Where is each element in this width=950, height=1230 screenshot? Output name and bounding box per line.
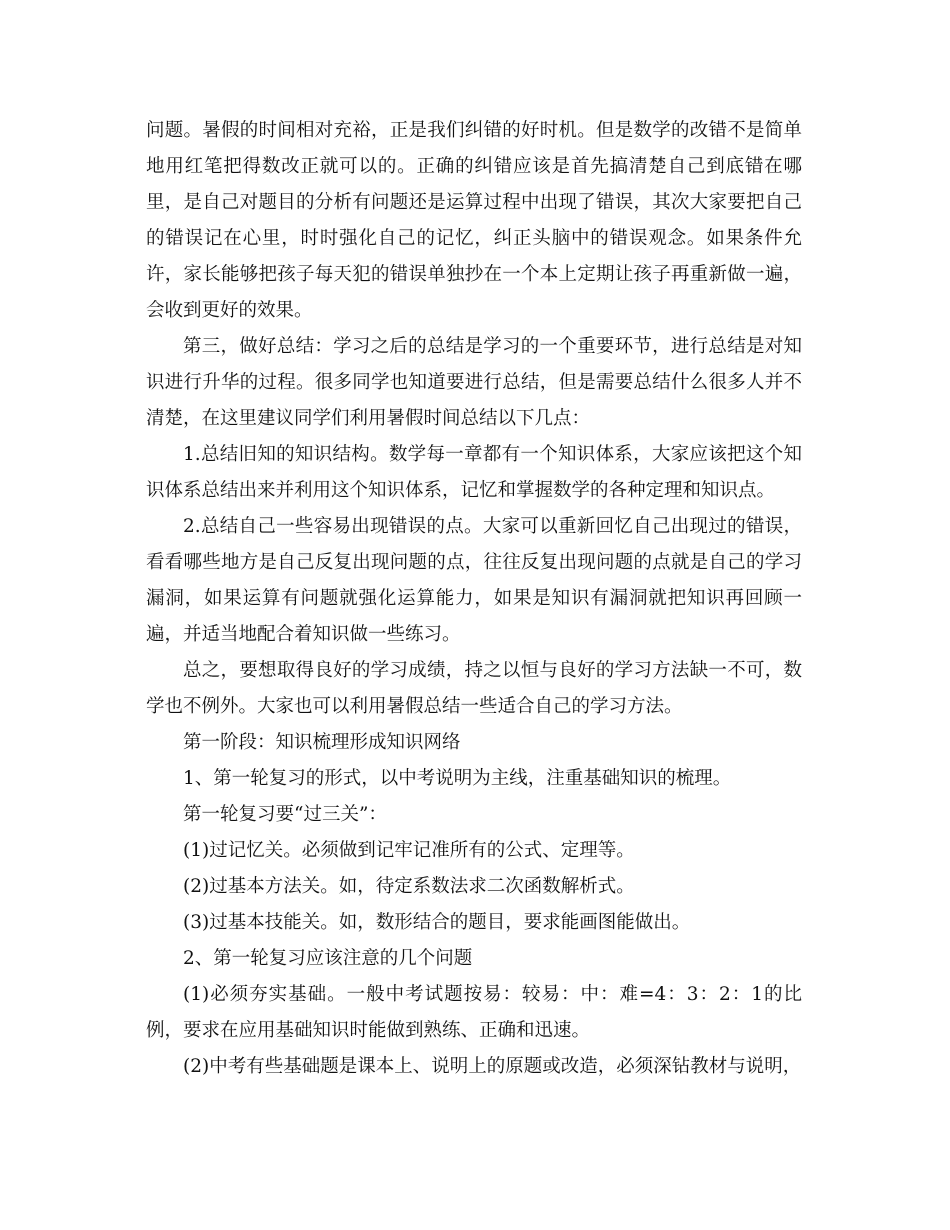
paragraph: 总之，要想取得良好的学习成绩，持之以恒与良好的学习方法缺一不可，数学也不例外。大家也可以利用暑假总结一些适合自己的学习方法。: [146, 660, 802, 717]
paragraph: 第一轮复习要“过三关”：: [183, 804, 387, 825]
list-item: (3)过基本技能关。如，数形结合的题目，要求能画图能做出。: [183, 912, 691, 933]
list-item: (1)必须夯实基础。一般中考试题按易：较易：中：难=4：3：2：1的比例，要求在应用基础知识时能做到熟练、正确和迅速。: [146, 984, 802, 1041]
paragraph: 1、第一轮复习的形式，以中考说明为主线，注重基础知识的梳理。: [183, 768, 732, 789]
paragraph: 2.总结自己一些容易出现错误的点。大家可以重新回忆自己出现过的错误，看看哪些地方是自己反复出现问题的点，往往反复出现问题的点就是自己的学习漏洞，如果运算有问题就强化运算能力，如果是知识有漏洞就把知识再回顾一遍，并适当地配合着知识做一些练习。: [146, 516, 802, 645]
paragraph: 第三，做好总结：学习之后的总结是学习的一个重要环节，进行总结是对知识进行升华的过程。很多同学也知道要进行总结，但是需要总结什么很多人并不清楚，在这里建议同学们利用暑假时间总结以下几点：: [146, 336, 802, 429]
section-heading: 第一阶段：知识梳理形成知识网络: [183, 732, 461, 753]
document-body: [146, 113, 802, 1085]
paragraph: 问题。暑假的时间相对充裕，正是我们纠错的好时机。但是数学的改错不是简单地用红笔把得数改正就可以的。正确的纠错应该是首先搞清楚自己到底错在哪里，是自己对题目的分析有问题还是运算过程中出现了错误，其次大家要把自己的错误记在心里，时时强化自己的记忆，纠正头脑中的错误观念。如果条件允许，家长能够把孩子每天犯的错误单独抄在一个本上定期让孩子再重新做一遍，会收到更好的效果。: [146, 120, 802, 321]
list-item: (2)中考有些基础题是课本上、说明上的原题或改造，必须深钻教材与说明，: [183, 1056, 802, 1077]
list-item: (2)过基本方法关。如，待定系数法求二次函数解析式。: [183, 876, 635, 897]
list-item: (1)过记忆关。必须做到记牢记准所有的公式、定理等。: [183, 840, 635, 861]
paragraph: 2、第一轮复习应该注意的几个问题: [183, 948, 473, 969]
paragraph: 1.总结旧知的知识结构。数学每一章都有一个知识体系，大家应该把这个知识体系总结出来并利用这个知识体系，记忆和掌握数学的各种定理和知识点。: [146, 444, 802, 501]
